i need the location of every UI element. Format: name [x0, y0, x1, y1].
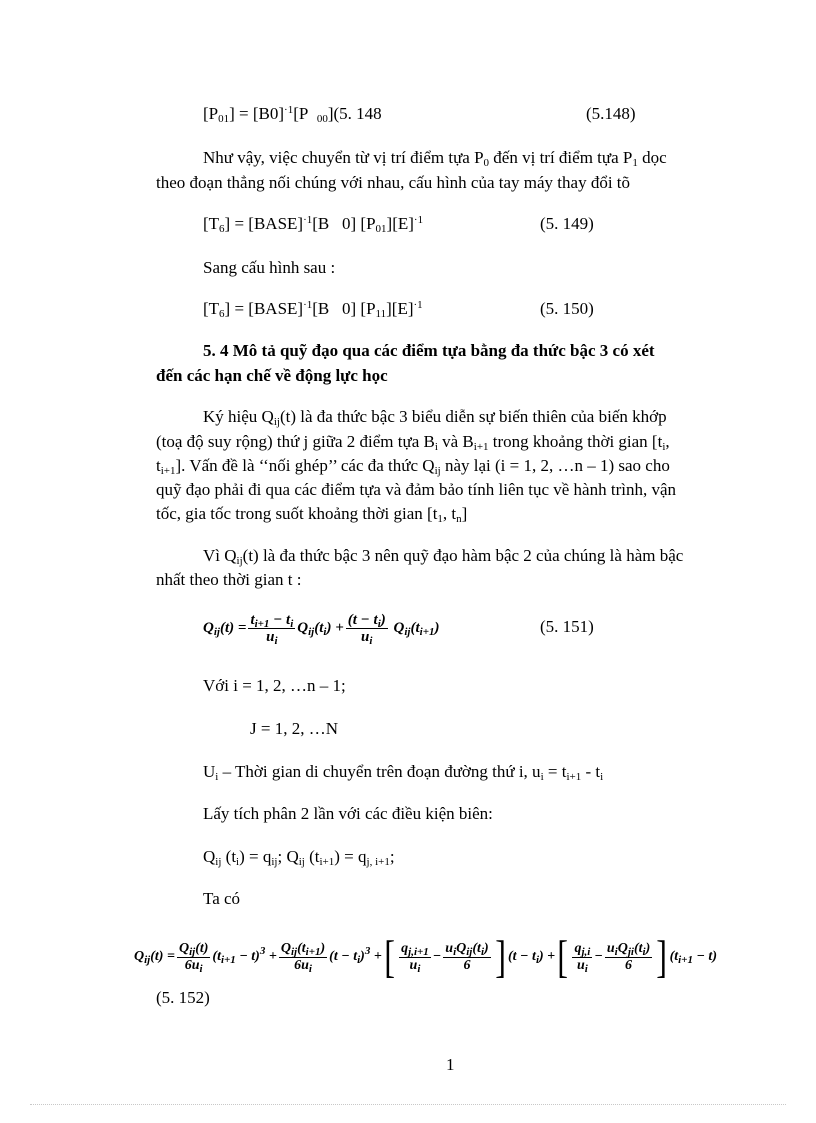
equation-5-152: $Q_{ij}(t)$ = $\frac{Q_{ij}(t)}{6u_i}$ $(t_{i+1} - t)^3$ + $\frac{Q_{ij}(t_{i+1})}{6u_i}$ $(t - t_i)^3$ + [ $\frac{q_{j,i+1}}{u_i}$ − $\frac{u_iQ_{ij}(t_i)}{6}$ ] $(t - t_i)$ + [ $\frac{q_{j,i}}{u_i}$ − $\frac{u_iQ_{ji}(t_i)}{6}$ ] $(t_{i+1} - t)$ [134, 931, 717, 982]
equation-number-5-151: (5. 151) [540, 617, 594, 636]
paragraph-4-line-2: nhất theo thời gian t : [156, 570, 302, 589]
section-heading-line-2: đến các hạn chế về động lực học [156, 366, 388, 385]
paragraph-1-line-1: Như vậy, việc chuyển từ vị trí điểm tựa $P_0$ đến vị trí điểm tựa $P_1$ dọc [203, 148, 667, 169]
paragraph-3-line-5: tốc, gia tốc trong suốt khoảng thời gian [$t_1$, $t_n$] [156, 504, 468, 525]
paragraph-3-line-2: (toạ độ suy rộng) thứ j giữa 2 điểm tựa $B_i$ và $B_{i+1}$ trong khoảng thời gian [$t_i$, [156, 432, 670, 453]
boundary-conditions: $Q_{ij}$ $(t_i) = q_{ij}$; $Q_{ij}$ $(t_{i+1}) = q_{j, i+1}$; [203, 847, 395, 868]
section-heading-line-1: 5. 4 Mô tả quỹ đạo qua các điểm tựa bằng đa thức bậc 3 có xét [203, 341, 655, 360]
equation-number-5-148: (5.148) [586, 104, 636, 123]
equation-5-150: $[T_6]$ = [BASE]$^{\cdot 1}$[B 0] $[P_{11}][E]^{\cdot 1}$ [203, 299, 423, 320]
condition-j: J = 1, 2, …N [250, 719, 338, 738]
paragraph-3-line-3: $t_{i+1}$]. Vấn đề là ‘‘nối ghép’’ các đa thức $Q_{ij}$ này lại (i = 1, 2, …n – 1) sao cho [156, 456, 670, 477]
equation-5-149: $[T_6]$ = [BASE]$^{\cdot 1}$[B 0] $[P_{01}][E]^{\cdot 1}$ [203, 214, 424, 235]
condition-i: Với i = 1, 2, …n – 1; [203, 676, 346, 695]
paragraph-4-line-1: Vì $Q_{ij}(t)$ là đa thức bậc 3 nên quỹ đạo hàm bậc 2 của chúng là hàm bậc [203, 546, 684, 567]
equation-5-148: $[P_{01}] = [B0]^{\cdot 1}[P$ $_{00}$](5. 148 [203, 104, 382, 125]
ta-co: Ta có [203, 889, 241, 908]
equation-number-5-150: (5. 150) [540, 299, 594, 318]
paragraph-2: Sang cấu hình sau : [203, 258, 336, 277]
paragraph-5: Lấy tích phân 2 lần với các điều kiện biên: [203, 804, 493, 823]
paragraph-3-line-4: quỹ đạo phải đi qua các điểm tựa và đảm bảo tính liên tục về hành trình, vận [156, 480, 677, 499]
footer-divider [30, 1104, 786, 1105]
equation-number-5-152: (5. 152) [156, 988, 210, 1007]
paragraph-1-line-2: theo đoạn thẳng nối chúng với nhau, cấu hình của tay máy thay đổi tõ [156, 173, 631, 192]
paragraph-3-line-1: Ký hiệu $Q_{ij}(t)$ là đa thức bậc 3 biểu diễn sự biến thiên của biến khớp [203, 407, 667, 428]
equation-number-5-149: (5. 149) [540, 214, 594, 233]
page-number: 1 [446, 1055, 455, 1074]
definition-u: $U_i$ – Thời gian di chuyển trên đoạn đường thứ i, $u_i = t_{i+1} - t_i$ [203, 762, 604, 783]
equation-5-151: $Q_{ij}(t)$ = $\frac{t_{i+1} - t_i}{u_i}$ $Q_{ij}(t_i)$ + $\frac{(t - t_i)}{u_i}$ $Q_{ij}(t_{i+1})$ [203, 611, 440, 647]
